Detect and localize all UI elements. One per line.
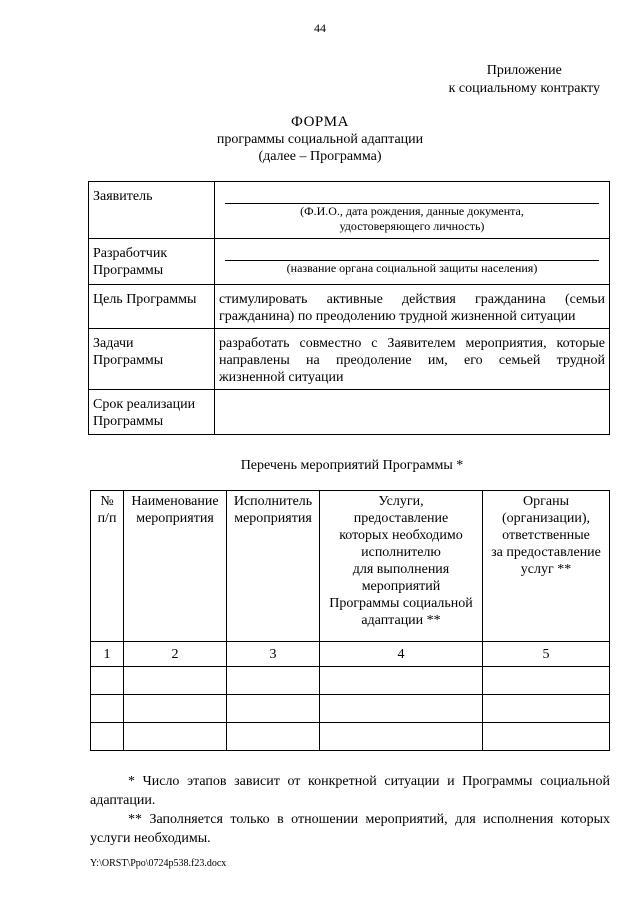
col-services-header-line5: для выполнения [352,562,450,577]
col-number-header-line1: № [100,494,114,509]
applicant-fill-line[interactable] [225,185,599,204]
footnotes [90,772,610,848]
tasks-text-line3: жизненной ситуации [219,370,344,385]
table-cell[interactable] [91,667,124,695]
column-number-5: 5 [483,642,610,667]
col-name-header-line2: мероприятия [136,511,214,526]
goal-text [215,285,610,329]
col-organs-header [483,491,610,642]
col-organs-header-line2: (организации), [502,511,590,526]
developer-hint: (название органа социальной защиты населения) [286,261,538,275]
form-title-line1: ФОРМА [291,114,349,130]
events-table [90,490,610,751]
goal-label: Цель Программы [89,285,215,329]
goal-text-line1: стимулировать активные действия гражданина (семьи [219,292,605,307]
table-cell[interactable] [483,667,610,695]
goal-text-line2: гражданина) по преодолению трудной жизненной ситуации [219,309,576,324]
events-list-title: Перечень мероприятий Программы * [240,458,464,473]
form-title [0,114,640,165]
tasks-label-line1: Задачи [93,336,134,351]
table-cell[interactable] [124,695,227,723]
tasks-label-line2: Программы [93,353,164,368]
table-cell[interactable] [483,695,610,723]
applicant-field[interactable] [215,182,610,239]
col-executor-header [227,491,320,642]
col-services-header-line8: адаптации ** [361,613,441,628]
table-cell[interactable] [227,723,320,751]
col-executor-header-line1: Исполнитель [233,494,313,509]
column-number-1: 1 [91,642,124,667]
page-number: 44 [314,21,326,35]
col-organs-header-line4: за предоставление [491,545,601,560]
table-cell[interactable] [227,695,320,723]
table-cell[interactable] [483,723,610,751]
applicant-row [89,182,610,239]
column-number-4: 4 [320,642,483,667]
col-organs-header-line5: услуг ** [520,562,572,577]
col-services-header-line3: которых необходимо [339,528,463,543]
col-services-header-line7: Программы социальной [329,596,473,611]
program-info-table [88,181,610,435]
file-path-footer: Y:\ORST\Ppo\0724p538.f23.docx [90,858,227,869]
form-title-line2: программы социальной адаптации [216,132,424,147]
col-services-header-line6: мероприятий [361,579,441,594]
col-services-header [320,491,483,642]
appendix-line2: к социальному контракту [448,81,600,96]
column-number-3: 3 [227,642,320,667]
developer-label-line2: Программы [93,263,164,278]
table-cell[interactable] [320,723,483,751]
term-label [89,390,215,435]
tasks-label [89,329,215,390]
col-executor-header-line2: мероприятия [234,511,312,526]
applicant-label: Заявитель [89,182,215,239]
tasks-row [89,329,610,390]
developer-field[interactable] [215,239,610,285]
appendix-line1: Приложение [486,63,562,78]
tasks-text-line1: разработать совместно с Заявителем мероприятия, которые [219,336,605,351]
table-row [91,667,610,695]
column-number-2: 2 [124,642,227,667]
term-label-line2: Программы [93,414,164,429]
table-cell[interactable] [227,667,320,695]
goal-row [89,285,610,329]
col-services-header-line4: исполнителю [361,545,441,560]
events-header-row [91,491,610,642]
developer-row [89,239,610,285]
col-name-header [124,491,227,642]
col-name-header-line1: Наименование [131,494,219,509]
developer-label [89,239,215,285]
col-number-header [91,491,124,642]
form-title-line3: (далее – Программа) [258,149,382,164]
tasks-text-line2: направлены на преодоление им, его семьей трудной [219,353,605,368]
col-number-header-line2: п/п [97,511,117,526]
table-cell[interactable] [124,723,227,751]
col-services-header-line1: Услуги, [378,494,424,509]
developer-label-line1: Разработчик [93,246,168,261]
col-organs-header-line3: ответственные [502,528,590,543]
col-organs-header-line1: Органы [523,494,569,509]
applicant-hint-line2: удостоверяющего личность) [339,219,485,233]
table-row [91,723,610,751]
developer-fill-line[interactable] [225,242,599,261]
table-cell[interactable] [320,695,483,723]
footnote-1: * Число этапов зависит от конкретной ситуации и Программы социальной адаптации. [90,774,610,808]
term-field[interactable] [215,390,610,435]
table-cell[interactable] [91,695,124,723]
applicant-hint-line1: (Ф.И.О., дата рождения, данные документа, [300,204,524,218]
col-services-header-line2: предоставление [353,511,449,526]
table-cell[interactable] [124,667,227,695]
table-cell[interactable] [91,723,124,751]
footnote-2: ** Заполняется только в отношении мероприятий, для исполнения которых услуги необходимы. [90,812,610,846]
appendix-header [449,62,600,98]
table-cell[interactable] [320,667,483,695]
table-row [91,695,610,723]
term-label-line1: Срок реализации [93,397,196,412]
tasks-text [215,329,610,390]
column-numbers-row [91,642,610,667]
term-row [89,390,610,435]
